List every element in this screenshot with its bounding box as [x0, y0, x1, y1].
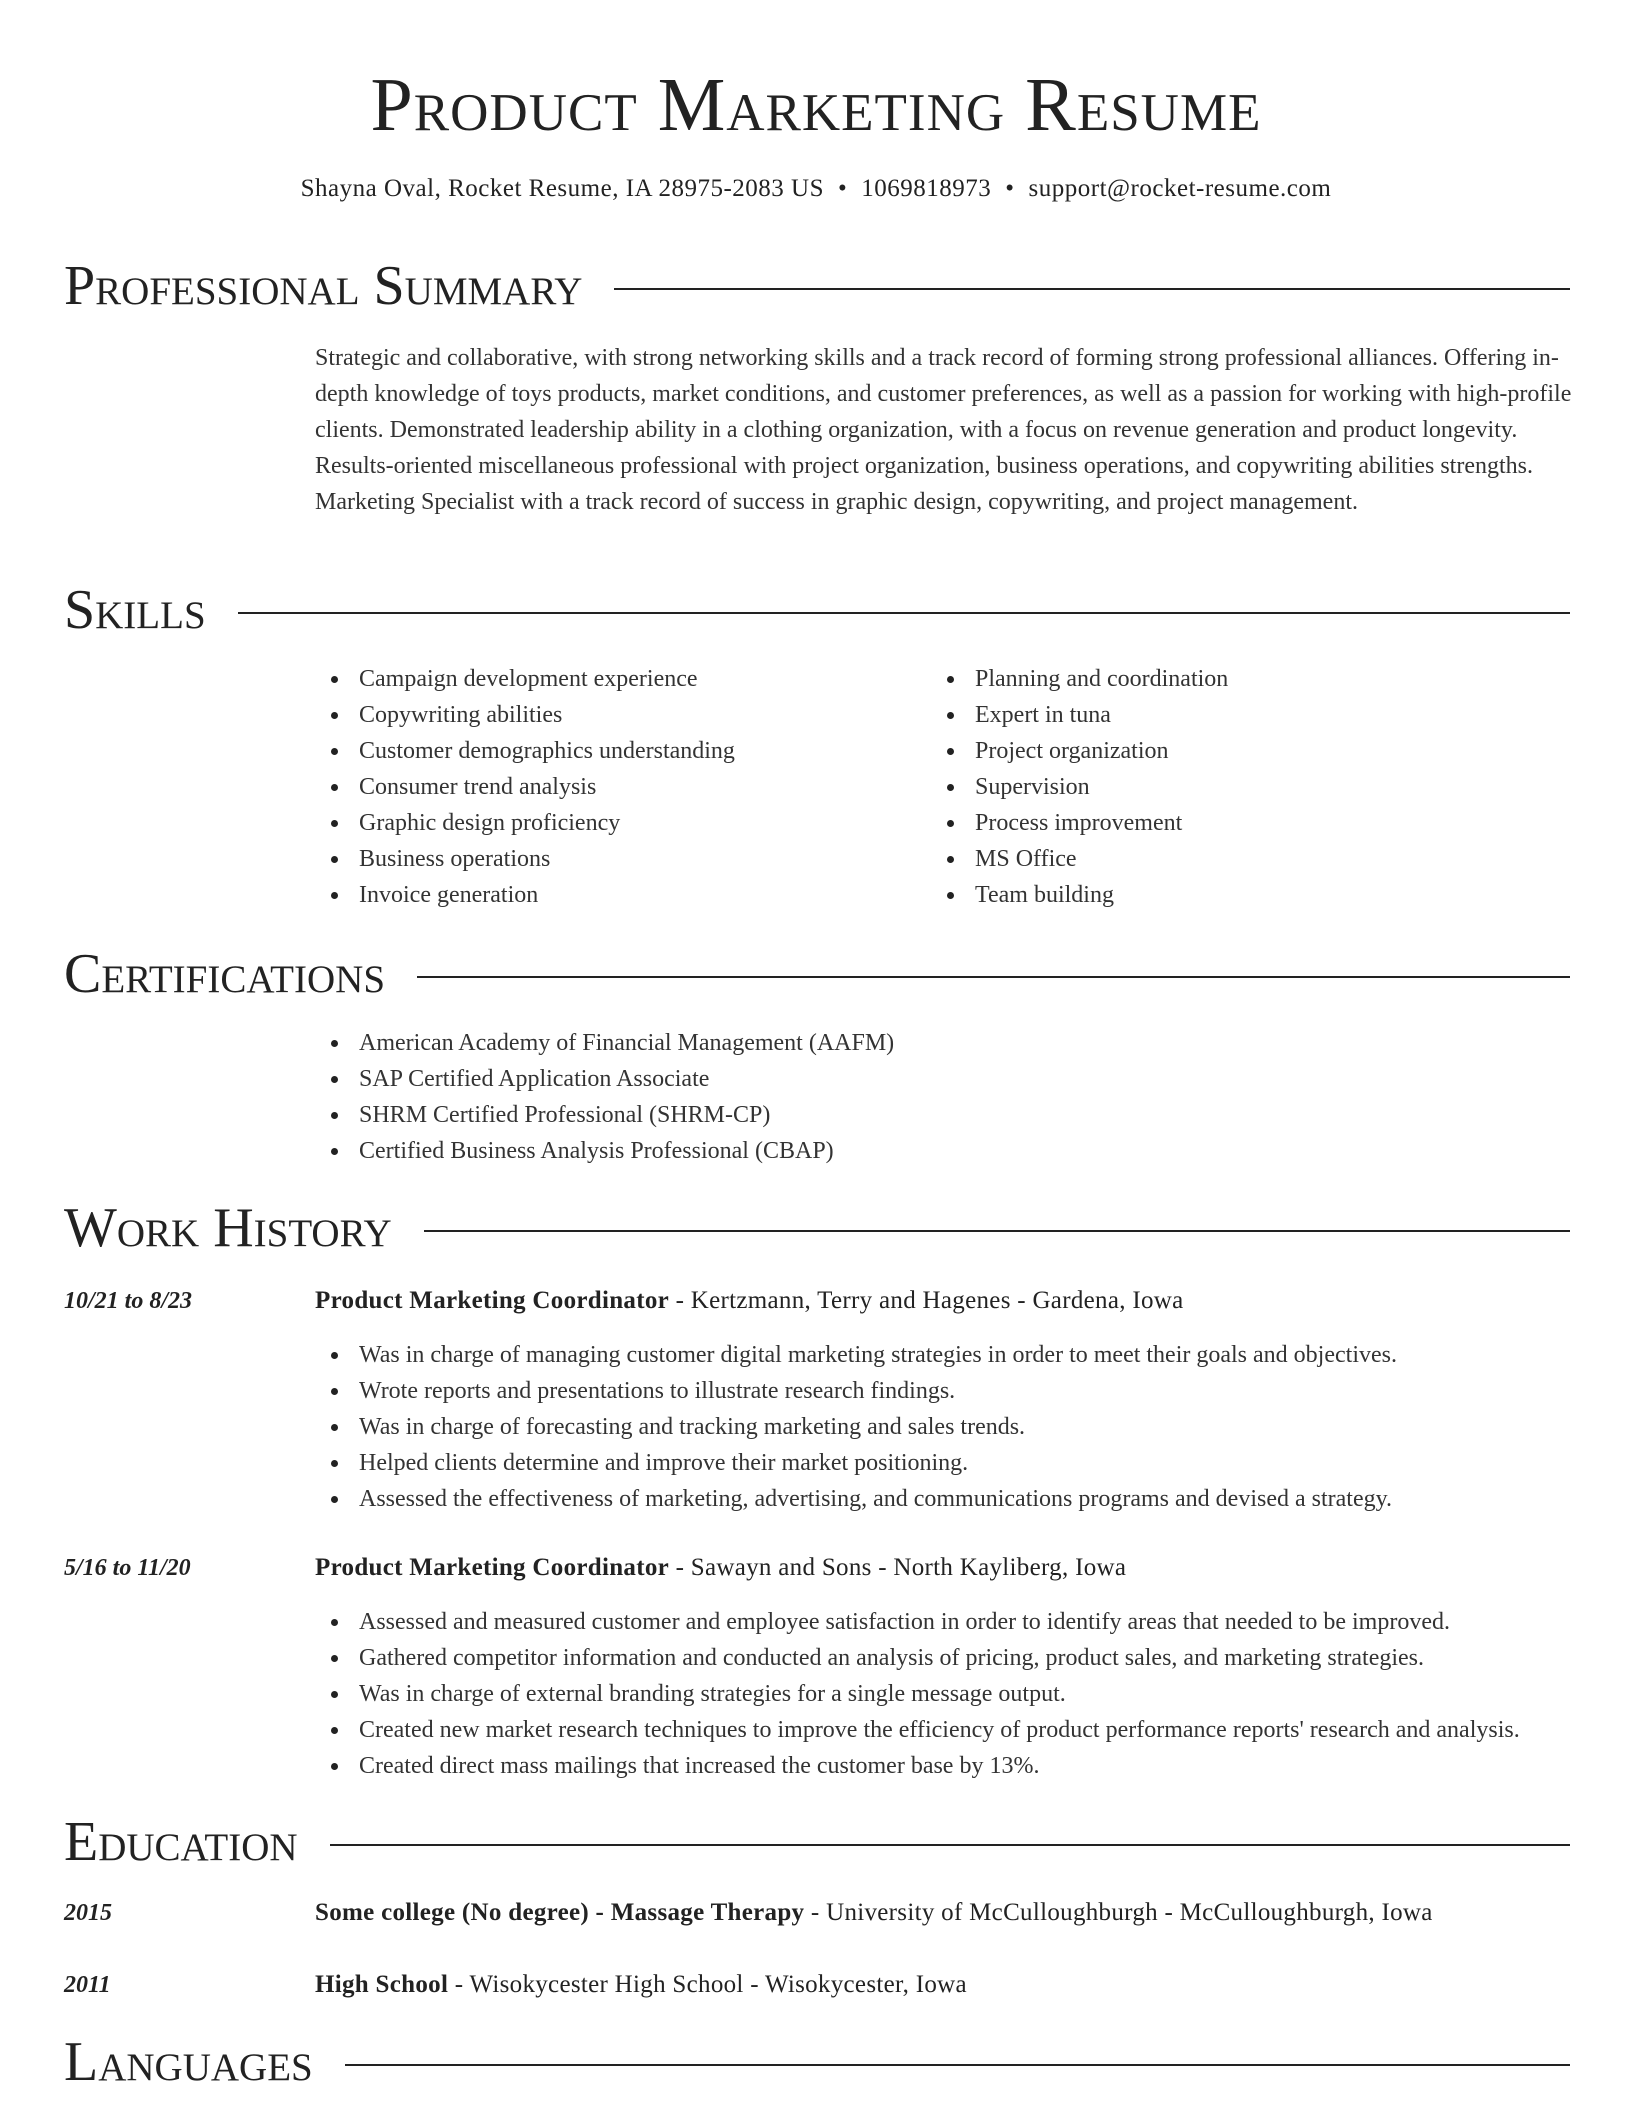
contact-separator: • — [1005, 175, 1015, 202]
certifications-list — [315, 1025, 1515, 1169]
job-dates: 10/21 to 8/23 — [64, 1288, 193, 1314]
contact-email: support@rocket-resume.com — [1028, 175, 1332, 202]
languages-section-header — [64, 2030, 1570, 2094]
summary-section-header — [64, 254, 1570, 318]
education-line — [315, 1895, 1433, 1931]
skills-list-right — [931, 661, 1531, 913]
certification-item: American Academy of Financial Management (AAFM) — [315, 1025, 1515, 1061]
skill-item: Copywriting abilities — [315, 697, 915, 733]
job-bullets — [315, 1337, 1575, 1517]
job-dates: 5/16 to 11/20 — [64, 1555, 191, 1581]
summary-heading: Professional Summary — [64, 255, 583, 317]
contact-address: Shayna Oval, Rocket Resume, IA 28975-2083 US — [300, 175, 824, 202]
education-line — [315, 1967, 967, 2003]
job-bullet: Created direct mass mailings that increased the customer base by 13%. — [315, 1748, 1595, 1784]
certifications-heading: Certifications — [64, 943, 386, 1005]
skill-item: Expert in tuna — [931, 697, 1531, 733]
skill-item: Consumer trend analysis — [315, 769, 915, 805]
skills-list-left — [315, 661, 915, 913]
languages-heading: Languages — [64, 2031, 313, 2093]
job-bullet: Created new market research techniques to improve the efficiency of product performance reports' research and analysis. — [315, 1712, 1595, 1748]
skill-item: Graphic design proficiency — [315, 805, 915, 841]
section-divider — [424, 1230, 1570, 1232]
job-employer: - Kertzmann, Terry and Hagenes - Gardena, Iowa — [669, 1287, 1184, 1314]
job-bullet: Wrote reports and presentations to illustrate research findings. — [315, 1373, 1575, 1409]
job-title: Product Marketing Coordinator — [315, 1554, 670, 1581]
education-degree: High School — [315, 1971, 449, 1998]
skill-item: Team building — [931, 877, 1531, 913]
education-degree: Some college (No degree) - Massage Therapy — [315, 1899, 805, 1926]
job-title-line — [315, 1550, 1126, 1586]
education-school: - Wisokycester High School - Wisokycester, Iowa — [448, 1971, 967, 1998]
job-bullets — [315, 1604, 1595, 1784]
education-year: 2011 — [64, 1972, 111, 1998]
job-bullet: Was in charge of forecasting and tracking marketing and sales trends. — [315, 1409, 1575, 1445]
skill-item: Campaign development experience — [315, 661, 915, 697]
skill-item: MS Office — [931, 841, 1531, 877]
job-bullet: Assessed and measured customer and employee satisfaction in order to identify areas that needed to be improved. — [315, 1604, 1595, 1640]
skill-item: Customer demographics understanding — [315, 733, 915, 769]
skill-item: Process improvement — [931, 805, 1531, 841]
skills-heading: Skills — [64, 579, 206, 641]
skills-section-header — [64, 578, 1570, 642]
job-bullet: Was in charge of managing customer digital marketing strategies in order to meet their goals and objectives. — [315, 1337, 1575, 1373]
education-section-header — [64, 1810, 1570, 1874]
contact-phone: 1069818973 — [861, 175, 992, 202]
contact-separator: • — [838, 175, 848, 202]
education-school: - University of McCulloughburgh - McCulloughburgh, Iowa — [804, 1899, 1433, 1926]
job-employer: - Sawayn and Sons - North Kayliberg, Iowa — [669, 1554, 1127, 1581]
job-bullet: Helped clients determine and improve their market positioning. — [315, 1445, 1575, 1481]
section-divider — [417, 976, 1570, 978]
section-divider — [614, 288, 1570, 290]
contact-line — [0, 172, 1632, 206]
certification-item: SHRM Certified Professional (SHRM-CP) — [315, 1097, 1515, 1133]
job-title: Product Marketing Coordinator — [315, 1287, 670, 1314]
education-year: 2015 — [64, 1900, 112, 1926]
job-title-line — [315, 1283, 1184, 1319]
section-divider — [330, 1844, 1570, 1846]
job-bullet: Gathered competitor information and conducted an analysis of pricing, product sales, and marketing strategies. — [315, 1640, 1595, 1676]
section-divider — [238, 612, 1570, 614]
work-history-heading: Work History — [64, 1197, 392, 1259]
summary-text: Strategic and collaborative, with strong networking skills and a track record of forming strong professional alliances. Offering in-depth knowledge of toys products, market conditions, and customer preferences, as well as a passion for working with high-profile clients. Demonstrated leadership ability in a clothing organization, with a focus on revenue generation and product longevity. Results-oriented miscellaneous professional with project organization, business operations, and copywriting abilities strengths. Marketing Specialist with a track record of success in graphic design, copywriting, and project management. — [315, 345, 1572, 515]
certification-item: Certified Business Analysis Professional (CBAP) — [315, 1133, 1515, 1169]
skill-item: Project organization — [931, 733, 1531, 769]
skill-item: Business operations — [315, 841, 915, 877]
certification-item: SAP Certified Application Associate — [315, 1061, 1515, 1097]
skill-item: Supervision — [931, 769, 1531, 805]
skill-item: Planning and coordination — [931, 661, 1531, 697]
skill-item: Invoice generation — [315, 877, 915, 913]
education-heading: Education — [64, 1811, 298, 1873]
work-history-section-header — [64, 1196, 1570, 1260]
section-divider — [345, 2064, 1570, 2066]
resume-title: Product Marketing Resume — [370, 63, 1262, 147]
job-bullet: Was in charge of external branding strategies for a single message output. — [315, 1676, 1595, 1712]
job-bullet: Assessed the effectiveness of marketing, advertising, and communications programs and devised a strategy. — [315, 1481, 1575, 1517]
certifications-section-header — [64, 942, 1570, 1006]
